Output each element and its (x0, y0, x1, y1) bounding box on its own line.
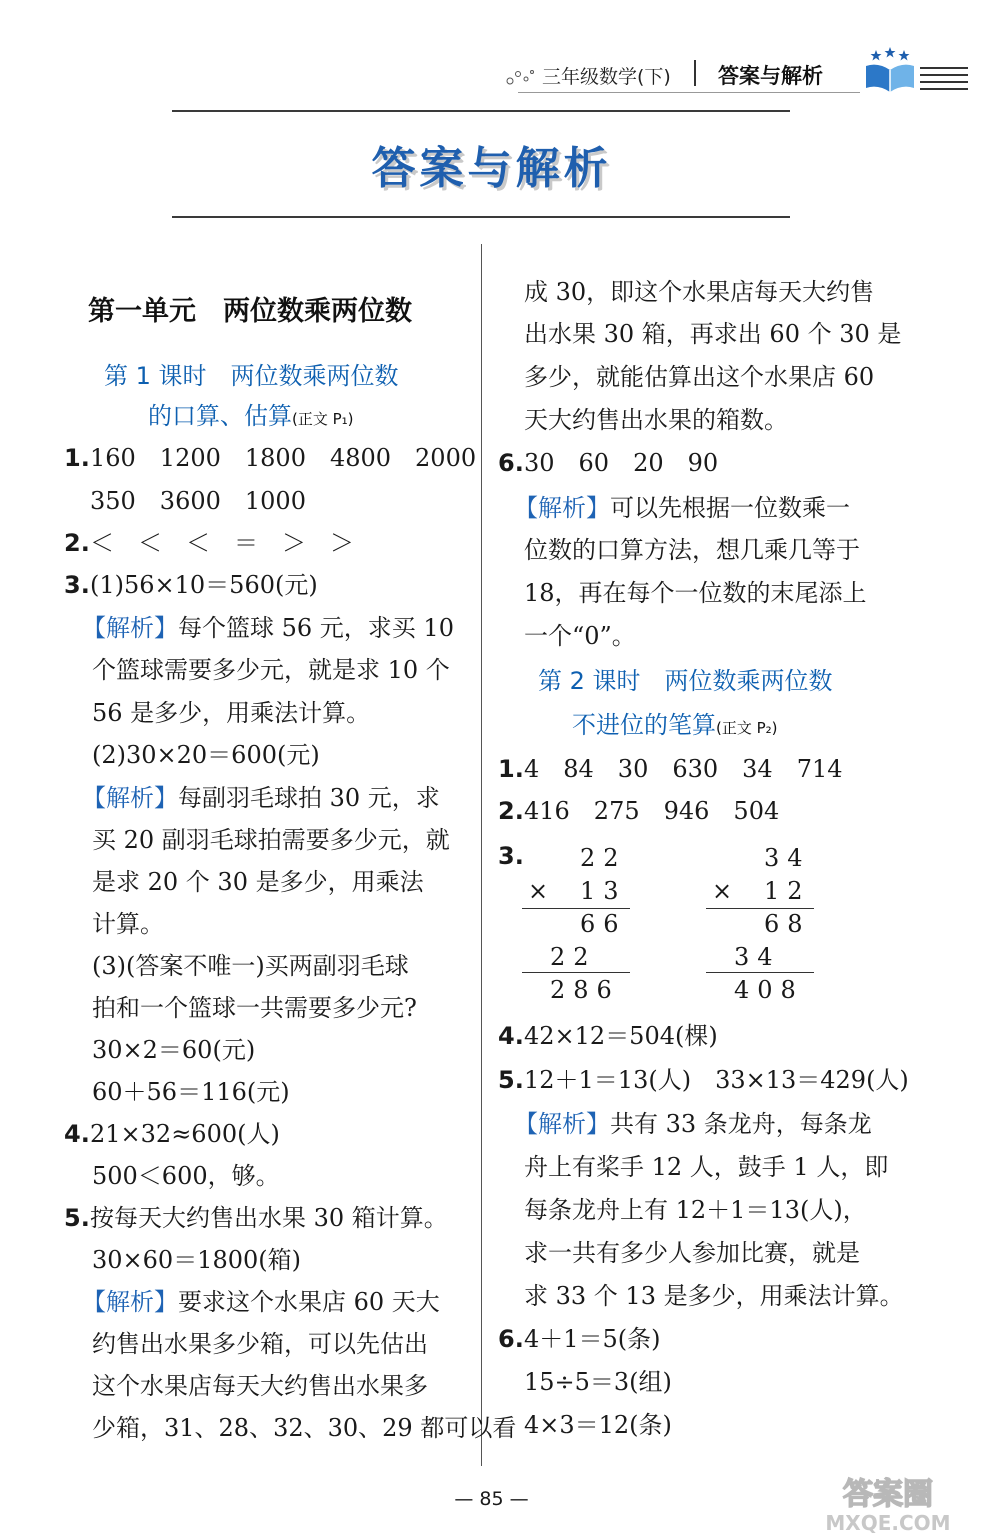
calc1-rule2 (522, 972, 630, 973)
p5-explanation-line2: 舟上有桨手 12 人，鼓手 1 人，即 (524, 1153, 889, 1181)
p2-number: 2. (498, 797, 524, 825)
vertical-calc-1 (522, 846, 630, 1006)
q3-tag2: 【解析】 (82, 784, 178, 812)
lesson1-page-ref: (正文 P₁) (292, 410, 354, 428)
q3-part1-explanation-line2: 个篮球需要多少元，就是求 10 个 (92, 656, 450, 684)
p4-answer: 42×12＝504(棵) (524, 1022, 718, 1050)
q3-part3-line1: (3)(答案不唯一)买两副羽毛球 (92, 952, 409, 980)
q2-number: 2. (64, 529, 90, 557)
p5-tag: 【解析】 (514, 1110, 610, 1138)
calc2-multiplier: 12 (764, 877, 811, 905)
watermark-text: 答案圈 (843, 1477, 933, 1512)
q5-explanation-line3: 这个水果店每天大约售出水果多 (92, 1372, 428, 1400)
p1-number: 1. (498, 755, 524, 783)
p6-answer-line1: 4＋1＝5(条) (524, 1325, 661, 1353)
q6-number: 6. (498, 449, 524, 477)
calc2-rule2 (706, 972, 814, 973)
calc2-partial1: 68 (764, 910, 811, 938)
q6-explanation-line4: 一个“0”。 (524, 622, 636, 650)
calc1-multiplicand: 22 (580, 844, 627, 872)
lesson2-page-ref: (正文 P₂) (716, 719, 778, 737)
q3-part3-line4: 60＋56＝116(元) (92, 1078, 290, 1106)
calc2-times-sign: × (712, 877, 741, 905)
q3-part1-answer: (1)56×10＝560(元) (90, 571, 318, 599)
calc1-partial2: 22 (550, 943, 597, 971)
q3-part2-explanation-line3: 是求 20 个 30 是多少，用乘法 (92, 868, 424, 896)
vertical-calc-2 (706, 846, 814, 1006)
q1-answer-line2: 350 3600 1000 (90, 487, 306, 515)
q3-part3-line3: 30×2＝60(元) (92, 1036, 256, 1064)
q1-number: 1. (64, 444, 90, 472)
q6-explanation-line1: 【解析】可以先根据一位数乘一 (514, 494, 850, 522)
p6-answer-line3: 4×3＝12(条) (524, 1411, 672, 1439)
p4-number: 4. (498, 1022, 524, 1050)
header-section-label: 答案与解析 (718, 64, 823, 88)
p6-answer-line2: 15÷5＝3(组) (524, 1368, 672, 1396)
watermark-url: MXQE.COM (825, 1511, 951, 1534)
q4-answer-line2: 500＜600，够。 (92, 1162, 280, 1190)
page-title: 答案与解析 (371, 143, 612, 194)
q4-number: 4. (64, 1120, 90, 1148)
lesson2-subheading: 不进位的笔算(正文 P₂) (572, 711, 778, 739)
q3-tag1: 【解析】 (82, 614, 178, 642)
lesson1-subheading: 的口算、估算(正文 P₁) (148, 402, 354, 430)
q6-explanation-line2: 位数的口算方法，想几乘几等于 (524, 536, 860, 564)
q6-answer: 30 60 20 90 (524, 449, 719, 477)
lesson2-heading: 第 2 课时 两位数乘两位数 (538, 667, 833, 695)
q3-part2-explanation-line1: 【解析】每副羽毛球拍 30 元，求 (82, 784, 440, 812)
p6-number: 6. (498, 1325, 524, 1353)
calc1-multiplier: 13 (580, 877, 627, 905)
unit-heading: 第一单元 两位数乘两位数 (88, 296, 412, 327)
q5-explanation-line1: 【解析】要求这个水果店 60 天大 (82, 1288, 440, 1316)
q3-part2-explanation-line4: 计算。 (92, 910, 164, 938)
watermark-logo (796, 1474, 980, 1534)
calc2-product: 408 (734, 976, 804, 1004)
column-divider (481, 244, 482, 1466)
p5-answer: 12＋1＝13(人) 33×13＝429(人) (524, 1066, 909, 1094)
q6-explanation-line3: 18，再在每个一位数的末尾添上 (524, 579, 867, 607)
p2-answer: 416 275 946 504 (524, 797, 780, 825)
q5-continued-line1: 成 30，即这个水果店每天大约售 (524, 278, 875, 306)
q2-answer: ＜ ＜ ＜ ＝ ＞ ＞ (90, 529, 354, 557)
p5-explanation-line5: 求 33 个 13 是多少，用乘法计算。 (524, 1282, 904, 1310)
q5-number: 5. (64, 1204, 90, 1232)
header-separator (694, 60, 696, 86)
calc1-partial1: 66 (580, 910, 627, 938)
title-top-rule (172, 110, 790, 112)
calc1-product: 286 (550, 976, 620, 1004)
page-number: — 85 — (454, 1488, 529, 1510)
p5-explanation-line4: 求一共有多少人参加比赛，就是 (524, 1239, 860, 1267)
p1-answer: 4 84 30 630 34 714 (524, 755, 843, 783)
p5-number: 5. (498, 1066, 524, 1094)
calc2-partial2: 34 (734, 943, 781, 971)
header-dots-ornament (505, 66, 535, 88)
lesson1-heading: 第 1 课时 两位数乘两位数 (104, 362, 399, 390)
calc2-rule1 (706, 908, 814, 909)
book-stars-icon (862, 46, 918, 96)
header-rule (518, 92, 860, 93)
q5-continued-line3: 多少，就能估算出这个水果店 60 (524, 363, 875, 391)
q5-continued-line4: 天大约售出水果的箱数。 (524, 406, 788, 434)
calc2-multiplicand: 34 (764, 844, 811, 872)
p5-explanation-line1: 【解析】共有 33 条龙舟，每条龙 (514, 1110, 872, 1138)
q3-part1-explanation-line1: 【解析】每个篮球 56 元，求买 10 (82, 614, 454, 642)
calc1-times-sign: × (528, 877, 557, 905)
calc1-rule1 (522, 908, 630, 909)
q5-answer-line2: 30×60＝1800(箱) (92, 1246, 301, 1274)
q1-answer-line1: 160 1200 1800 4800 2000 (90, 444, 477, 472)
q3-part3-line2: 拍和一个篮球一共需要多少元? (92, 994, 417, 1022)
q5-explanation-line4: 少箱，31、28、32、30、29 都可以看 (92, 1414, 517, 1442)
q3-part1-explanation-line3: 56 是多少，用乘法计算。 (92, 699, 371, 727)
q3-number: 3. (64, 571, 90, 599)
q5-tag: 【解析】 (82, 1288, 178, 1316)
q5-continued-line2: 出水果 30 箱，再求出 60 个 30 是 (524, 320, 902, 348)
q5-answer-line1: 按每天大约售出水果 30 箱计算。 (90, 1204, 448, 1232)
p5-explanation-line3: 每条龙舟上有 12＋1＝13(人)， (524, 1196, 867, 1224)
p3-number: 3. (498, 842, 524, 870)
header-book-title: 三年级数学(下) (542, 66, 671, 88)
q3-part2-answer: (2)30×20＝600(元) (92, 741, 320, 769)
q6-tag: 【解析】 (514, 494, 610, 522)
q4-answer-line1: 21×32≈600(人) (90, 1120, 280, 1148)
title-bottom-rule (172, 216, 790, 218)
q3-part2-explanation-line2: 买 20 副羽毛球拍需要多少元，就 (92, 826, 450, 854)
header-lines-ornament (920, 64, 968, 94)
q5-explanation-line2: 约售出水果多少箱，可以先估出 (92, 1330, 428, 1358)
